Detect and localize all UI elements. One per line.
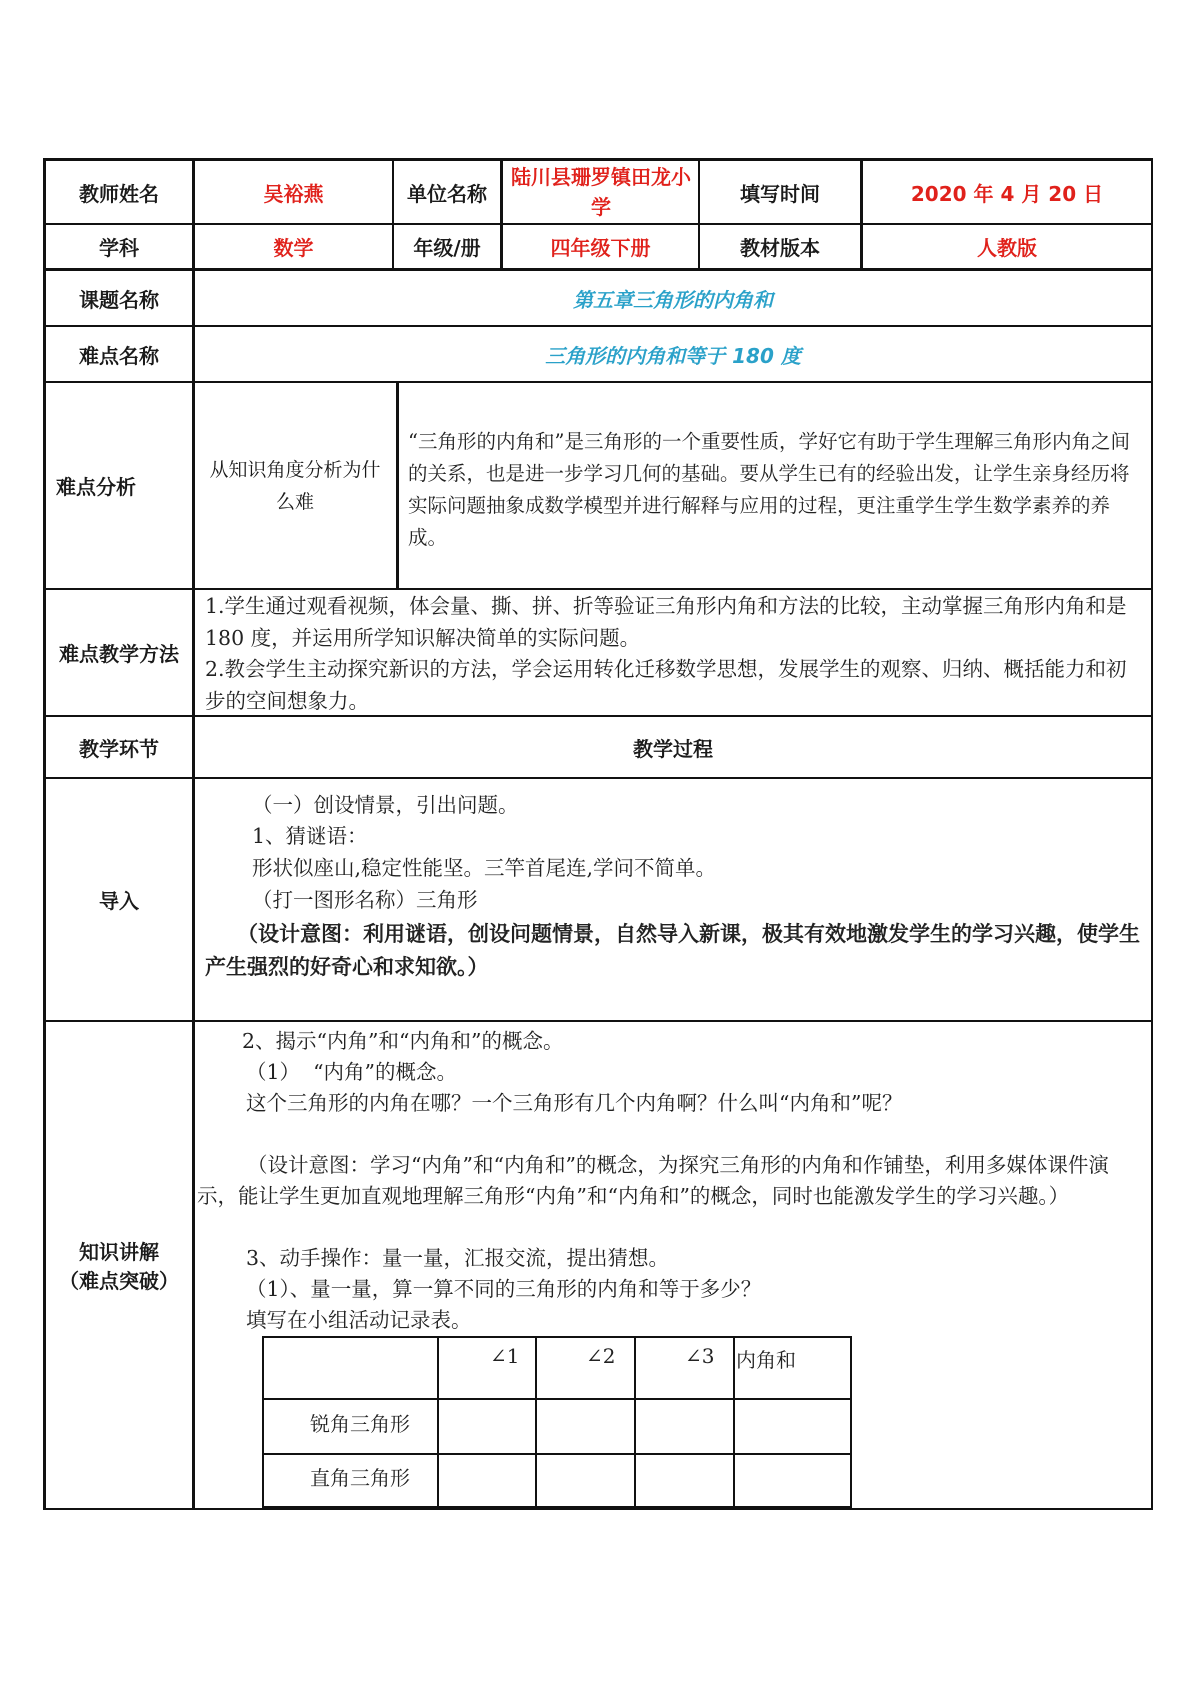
- record-table: [262, 1336, 852, 1508]
- analysis-label: 难点分析: [56, 475, 136, 499]
- teacher-name-value: 吴裕燕: [263, 181, 324, 206]
- topic-label: 课题名称: [79, 287, 159, 312]
- unit-name-label: 单位名称: [407, 181, 487, 206]
- explain-line-6: 填写在小组活动记录表。: [246, 1308, 472, 1332]
- subject-value: 数学: [273, 236, 314, 260]
- record-row-label: 直角三角形: [310, 1466, 410, 1490]
- explain-line-2: （1） “内角”的概念。: [246, 1060, 458, 1084]
- edition-value: 人教版: [977, 236, 1037, 260]
- unit-name-value: 陆川县珊罗镇田龙小学: [511, 165, 691, 219]
- intro-line-3: 形状似座山,稳定性能坚。三竿首尾连,学问不简单。: [252, 856, 717, 880]
- fill-time-value: 2020 年 4 月 20 日: [910, 181, 1104, 206]
- fill-time-label: 填写时间: [740, 181, 820, 206]
- analysis-sub-label: 从知识角度分析为什么难: [209, 458, 381, 513]
- record-header-angle1: ∠1: [490, 1344, 520, 1368]
- intro-label: 导入: [99, 889, 139, 913]
- difficulty-value: 三角形的内角和等于 180 度: [545, 343, 801, 368]
- analysis-text: “三角形的内角和”是三角形的一个重要性质，学好它有助于学生理解三角形内角之间的关系，也是进一步学习几何的基础。要从学生已有的经验出发，让学生亲身经历将实际问题抽象成数学模型并进行解释与应用的过程，更注重学生学生数学素养的养成。: [408, 430, 1130, 549]
- explain-line-5: （1）、量一量，算一算不同的三角形的内角和等于多少？: [246, 1277, 762, 1301]
- explain-line-3: 这个三角形的内角在哪？一个三角形有几个内角啊？什么叫“内角和”呢？: [246, 1091, 903, 1115]
- table-border: [43, 777, 1153, 779]
- subject-label: 学科: [99, 236, 139, 260]
- edition-label: 教材版本: [740, 236, 820, 260]
- teacher-name-label: 教师姓名: [79, 181, 159, 206]
- table-border: [396, 381, 399, 588]
- methods-text: 1.学生通过观看视频，体会量、撕、拼、折等验证三角形内角和方法的比较，主动掌握三角形内角和是 180 度，并运用所学知识解决简单的实际问题。 2.教会学生主动探究新识的方法，学会运用转化迁移数学思想，发展学生的观察、归纳、概括能力和初步的空间想象力。: [205, 594, 1127, 713]
- explain-label-line-2: （难点突破）: [59, 1269, 179, 1293]
- intro-line-4: （打一图形名称）三角形: [252, 888, 478, 912]
- table-border: [43, 1020, 1153, 1022]
- record-header-angle2: ∠2: [586, 1344, 616, 1368]
- explain-label: [46, 1022, 192, 1508]
- record-header-angle3: ∠3: [685, 1344, 715, 1368]
- difficulty-label: 难点名称: [79, 343, 159, 368]
- intro-line-2: 1、猜谜语：: [252, 824, 368, 848]
- process-header: 教学过程: [633, 736, 713, 761]
- table-border: [1151, 158, 1153, 1510]
- explain-label-line-1: 知识讲解: [79, 1240, 159, 1264]
- grade-label: 年级/册: [413, 236, 481, 260]
- stage-header: 教学环节: [79, 736, 159, 761]
- methods-label: 难点教学方法: [59, 642, 179, 666]
- table-border: [43, 588, 1153, 590]
- intro-design-intent: （设计意图：利用谜语，创设问题情景，自然导入新课，极其有效地激发学生的学习兴趣，使学生产生强烈的好奇心和求知欲。）: [205, 922, 1140, 979]
- record-row-label: 锐角三角形: [310, 1412, 410, 1436]
- explain-line-1: 2、揭示“内角”和“内角和”的概念。: [242, 1029, 564, 1053]
- grade-value: 四年级下册: [550, 236, 651, 260]
- explain-design-intent: （设计意图：学习“内角”和“内角和”的概念，为探究三角形的内角和作铺垫，利用多媒体课件演示，能让学生更加直观地理解三角形“内角”和“内角和”的概念，同时也能激发学生的学习兴趣。）: [197, 1153, 1109, 1208]
- intro-line-1: （一）创设情景，引出问题。: [252, 793, 519, 817]
- topic-value: 第五章三角形的内角和: [573, 287, 773, 312]
- table-border: [43, 1508, 1153, 1510]
- explain-line-4: 3、动手操作：量一量，汇报交流，提出猜想。: [246, 1246, 670, 1270]
- record-header-angle-sum: 内角和: [736, 1348, 796, 1372]
